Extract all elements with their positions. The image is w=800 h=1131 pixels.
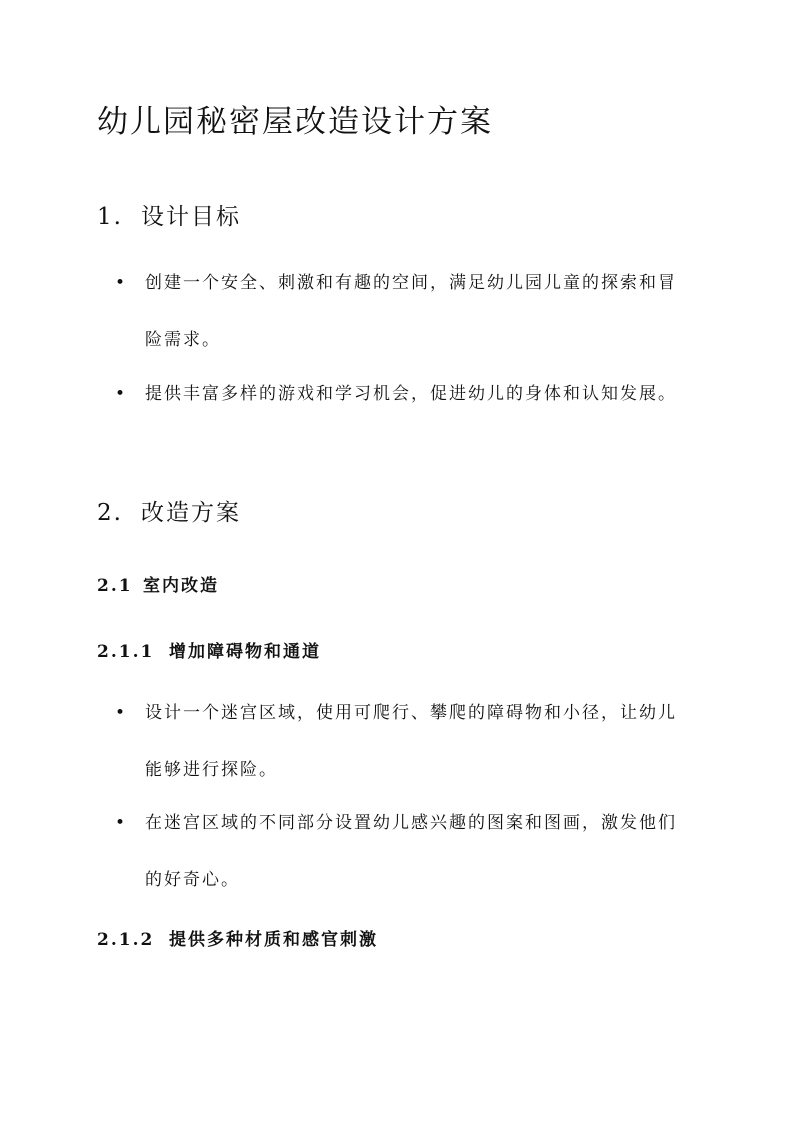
list-item: [115, 685, 695, 799]
section-title: 设计目标: [141, 204, 241, 230]
bullet-icon: •: [115, 384, 128, 404]
subsubsection-title: 提供多种材质和感官刺激: [169, 930, 378, 950]
list-item-text: 提供丰富多样的游戏和学习机会，促进幼儿的身体和认知发展。: [145, 384, 677, 404]
list-item: [115, 255, 695, 369]
bullet-icon: •: [115, 703, 128, 723]
list-item: [115, 795, 695, 909]
subsubsection-heading-materials: [97, 925, 378, 950]
subsection-heading-indoor: [97, 571, 219, 596]
document-title: 幼儿园秘密屋改造设计方案: [97, 104, 493, 140]
subsubsection-heading-obstacles: [97, 637, 321, 662]
list-item-text: 创建一个安全、刺激和有趣的空间，满足幼儿园儿童的探索和冒险需求。: [145, 273, 677, 350]
section-heading-renovation-plan: [97, 494, 241, 527]
subsection-title: 室内改造: [143, 576, 219, 596]
bullet-icon: •: [115, 273, 128, 293]
section-number: 1.: [97, 204, 123, 230]
section-heading-design-goals: [97, 198, 241, 231]
section-title: 改造方案: [141, 500, 241, 526]
list-item-text: 设计一个迷宫区域，使用可爬行、攀爬的障碍物和小径，让幼儿能够进行探险。: [145, 703, 677, 780]
bullet-icon: •: [115, 813, 128, 833]
subsubsection-title: 增加障碍物和通道: [169, 642, 321, 662]
list-item: [115, 366, 695, 423]
subsubsection-number: 2.1.2: [97, 930, 155, 950]
section-number: 2.: [97, 500, 123, 526]
list-item-text: 在迷宫区域的不同部分设置幼儿感兴趣的图案和图画，激发他们的好奇心。: [145, 813, 677, 890]
subsubsection-number: 2.1.1: [97, 642, 155, 662]
subsection-number: 2.1: [97, 576, 133, 596]
